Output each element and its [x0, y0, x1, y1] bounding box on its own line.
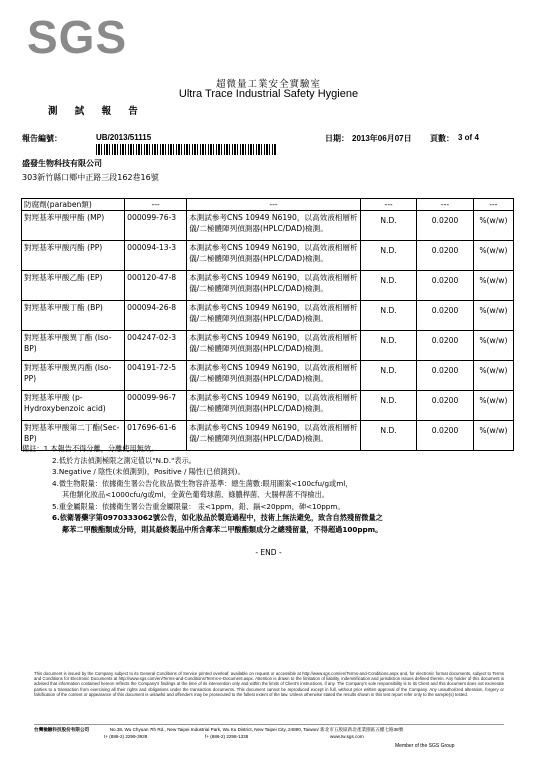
note-5: 5.重金屬限量：依據衛生署公告重金屬限量： 汞<1ppm，鉛、鎘<20ppm，砷<10ppm。 [52, 501, 345, 511]
substance-name-cell: 對羥基苯甲酸異丁酯 (Iso-BP) [22, 331, 125, 361]
header-cell: 防腐劑(paraben類) [22, 199, 125, 211]
method-cell: 本測試參考CNS 10949 N6190，以高效液相層析儀/二極體陣列偵測器(HPLC/DAD)檢測。 [187, 271, 361, 301]
cas-number-cell: 004247-02-3 [125, 331, 187, 361]
unit-cell: %(w/w) [473, 271, 513, 301]
cas-number-cell: 004191-72-5 [125, 361, 187, 391]
cas-number-cell: 000099-76-3 [125, 211, 187, 241]
report-no: UB/2013/51115 [96, 133, 152, 142]
detection-limit-cell: 0.0200 [417, 241, 473, 271]
member-of-sgs: Member of the SGS Group [395, 743, 455, 749]
detection-limit-cell: 0.0200 [417, 301, 473, 331]
unit-cell: %(w/w) [473, 361, 513, 391]
result-cell: N.D. [360, 421, 416, 451]
note-6b: 鄰苯二甲酸酯類成分時，則其最終製品中所含鄰苯二甲酸酯類成分之總殘留量，不得超過100ppm。 [62, 524, 383, 534]
result-cell: N.D. [360, 241, 416, 271]
substance-name-cell: 對羥基苯甲酸異丙酯 (Iso-PP) [22, 361, 125, 391]
barcode [96, 144, 276, 155]
detection-limit-cell: 0.0200 [417, 271, 473, 301]
table-row [22, 271, 514, 301]
method-cell: 本測試參考CNS 10949 N6190，以高效液相層析儀/二極體陣列偵測器(HPLC/DAD)檢測。 [187, 301, 361, 331]
method-cell: 本測試參考CNS 10949 N6190，以高效液相層析儀/二極體陣列偵測器(HPLC/DAD)檢測。 [187, 361, 361, 391]
method-cell: 本測試參考CNS 10949 N6190，以高效液相層析儀/二極體陣列偵測器(HPLC/DAD)檢測。 [187, 211, 361, 241]
detection-limit-cell: 0.0200 [417, 421, 473, 451]
table-row [22, 361, 514, 391]
client-address: 303新竹縣口鄉中正路三段162巷16號 [22, 173, 159, 182]
note-4b: 其他類化妝品<1000cfu/g或ml，金黃色葡萄球菌、綠膿桿菌、大腸桿菌不得檢出。 [62, 490, 329, 499]
lab-name-zh: 超微量工業安全實驗室 [215, 79, 321, 90]
result-cell: N.D. [360, 361, 416, 391]
cas-number-cell: 000094-26-8 [125, 301, 187, 331]
results-table [21, 198, 514, 451]
unit-cell: %(w/w) [473, 211, 513, 241]
report-title: 測 試 報 告 [48, 106, 145, 117]
company-name-zh: 台灣檢驗科技股份有限公司 [34, 727, 90, 732]
notes-section [22, 443, 522, 535]
page-number: 3 of 4 [458, 133, 479, 142]
result-cell: N.D. [360, 391, 416, 421]
report-no-label: 報告編號： [22, 134, 62, 143]
header-cell: --- [473, 199, 513, 211]
method-cell: 本測試參考CNS 10949 N6190，以高效液相層析儀/二極體陣列偵測器(HPLC/DAD)檢測。 [187, 331, 361, 361]
note-6a: 6.依衛署藥字第0970333062號公告，如化妝品於製造過程中，技術上無法避免，致含自然殘留微量之 [52, 513, 383, 522]
cas-number-cell: 017696-61-6 [125, 421, 187, 451]
website-link[interactable]: www.tw.sgs.com [330, 734, 364, 739]
page-label: 頁數： [430, 134, 454, 143]
table-row [22, 301, 514, 331]
date-label: 日期： [325, 134, 349, 143]
unit-cell: %(w/w) [473, 391, 513, 421]
note-1: 備註：1.本報告不得分離，分離使用無效。 [22, 444, 159, 453]
footer-divider [34, 724, 504, 725]
table-row [22, 391, 514, 421]
address-zh: 新北市五股區新北產業園區五權七路38號 [320, 727, 404, 732]
unit-cell: %(w/w) [473, 421, 513, 451]
method-cell: 本測試參考CNS 10949 N6190，以高效液相層析儀/二極體陣列偵測器(HPLC/DAD)檢測。 [187, 391, 361, 421]
substance-name-cell: 對羥基苯甲酸甲酯 (MP) [22, 211, 125, 241]
detection-limit-cell: 0.0200 [417, 331, 473, 361]
result-cell: N.D. [360, 211, 416, 241]
table-row [22, 241, 514, 271]
address-en: No.38, Wu Chyuan 7th Rd., New Taipei Industrial Park, Wu Ku District, New Taipei City, 24890, Taiwan/ [109, 727, 319, 732]
method-cell: 本測試參考CNS 10949 N6190，以高效液相層析儀/二極體陣列偵測器(HPLC/DAD)檢測。 [187, 421, 361, 451]
detection-limit-cell: 0.0200 [417, 211, 473, 241]
detection-limit-cell: 0.0200 [417, 391, 473, 421]
detection-limit-cell: 0.0200 [417, 361, 473, 391]
unit-cell: %(w/w) [473, 331, 513, 361]
sgs-logo: SGS [27, 11, 128, 63]
phone: t+ (886-2) 2299-3939 [104, 734, 148, 739]
substance-name-cell: 對羥基苯甲酸第二丁酯(Sec-BP) [22, 421, 125, 451]
cas-number-cell: 000120-47-8 [125, 271, 187, 301]
end-marker: - END - [255, 548, 282, 557]
note-3: 3.Negative / 陰性(未偵測到)，Positive / 陽性(已偵測到)。 [52, 467, 245, 476]
note-2: 2.低於方法偵測極限之測定值以"N.D."表示。 [52, 455, 196, 465]
footer-address [34, 727, 514, 733]
header-cell: --- [360, 199, 416, 211]
cas-number-cell: 000094-13-3 [125, 241, 187, 271]
result-cell: N.D. [360, 271, 416, 301]
cas-number-cell: 000099-96-7 [125, 391, 187, 421]
substance-name-cell: 對羥基苯甲酸丙酯 (PP) [22, 241, 125, 271]
header-cell: --- [417, 199, 473, 211]
lab-name-en: Ultra Trace Industrial Safety Hygiene [178, 88, 359, 100]
table-header-row [22, 199, 514, 211]
header-cell: --- [125, 199, 187, 211]
header-cell: --- [187, 199, 361, 211]
table-row [22, 331, 514, 361]
unit-cell: %(w/w) [473, 241, 513, 271]
substance-name-cell: 對羥基苯甲酸乙酯 (EP) [22, 271, 125, 301]
substance-name-cell: 對羥基苯甲酸 (p-Hydroxybenzoic acid) [22, 391, 125, 421]
method-cell: 本測試參考CNS 10949 N6190，以高效液相層析儀/二極體陣列偵測器(HPLC/DAD)檢測。 [187, 241, 361, 271]
client-name: 盛發生物科技有限公司 [22, 159, 102, 168]
legal-disclaimer: This document is issued by the Company subject to its General Conditions of Service printed overleaf, available on request or accessible at http://www.sgs.com/en/Terms-and-Conditions.aspx and, for electronic format documents, subject to Terms and Conditions for Electronic Documents at http://www.sgs.com/en/Terms-and-Conditions/Terms-e-Document.aspx. Attention is drawn to the limitation of liability, indemnification and jurisdiction issues defined therein. Any holder of this document is advised that information contained hereon reflects the Company's findings at the time of its intervention only and within the limits of Client's instructions, if any. The Company's sole responsibility is to its Client and this document does not exonerate parties to a transaction from exercising all their rights and obligations under the transaction documents. This document cannot be reproduced except in full, without prior written approval of the Company. Any unauthorized alteration, forgery or falsification of the content or appearance of this document is unlawful and offenders may be prosecuted to the fullest extent of the law. Unless otherwise stated the results shown in this test report refer only to the sample(s) tested. [34, 671, 504, 697]
result-cell: N.D. [360, 301, 416, 331]
fax: f+ (886-2) 2298-1338 [205, 734, 249, 739]
report-date: 2013年06月07日 [352, 134, 412, 143]
result-cell: N.D. [360, 331, 416, 361]
note-4a: 4.微生物限量：依據衛生署公告化妝品微生物容許基準：總生菌數:眼用圖案<100cfu/g或ml， [52, 478, 353, 488]
substance-name-cell: 對羥基苯甲酸丁酯 (BP) [22, 301, 125, 331]
table-row [22, 211, 514, 241]
unit-cell: %(w/w) [473, 301, 513, 331]
